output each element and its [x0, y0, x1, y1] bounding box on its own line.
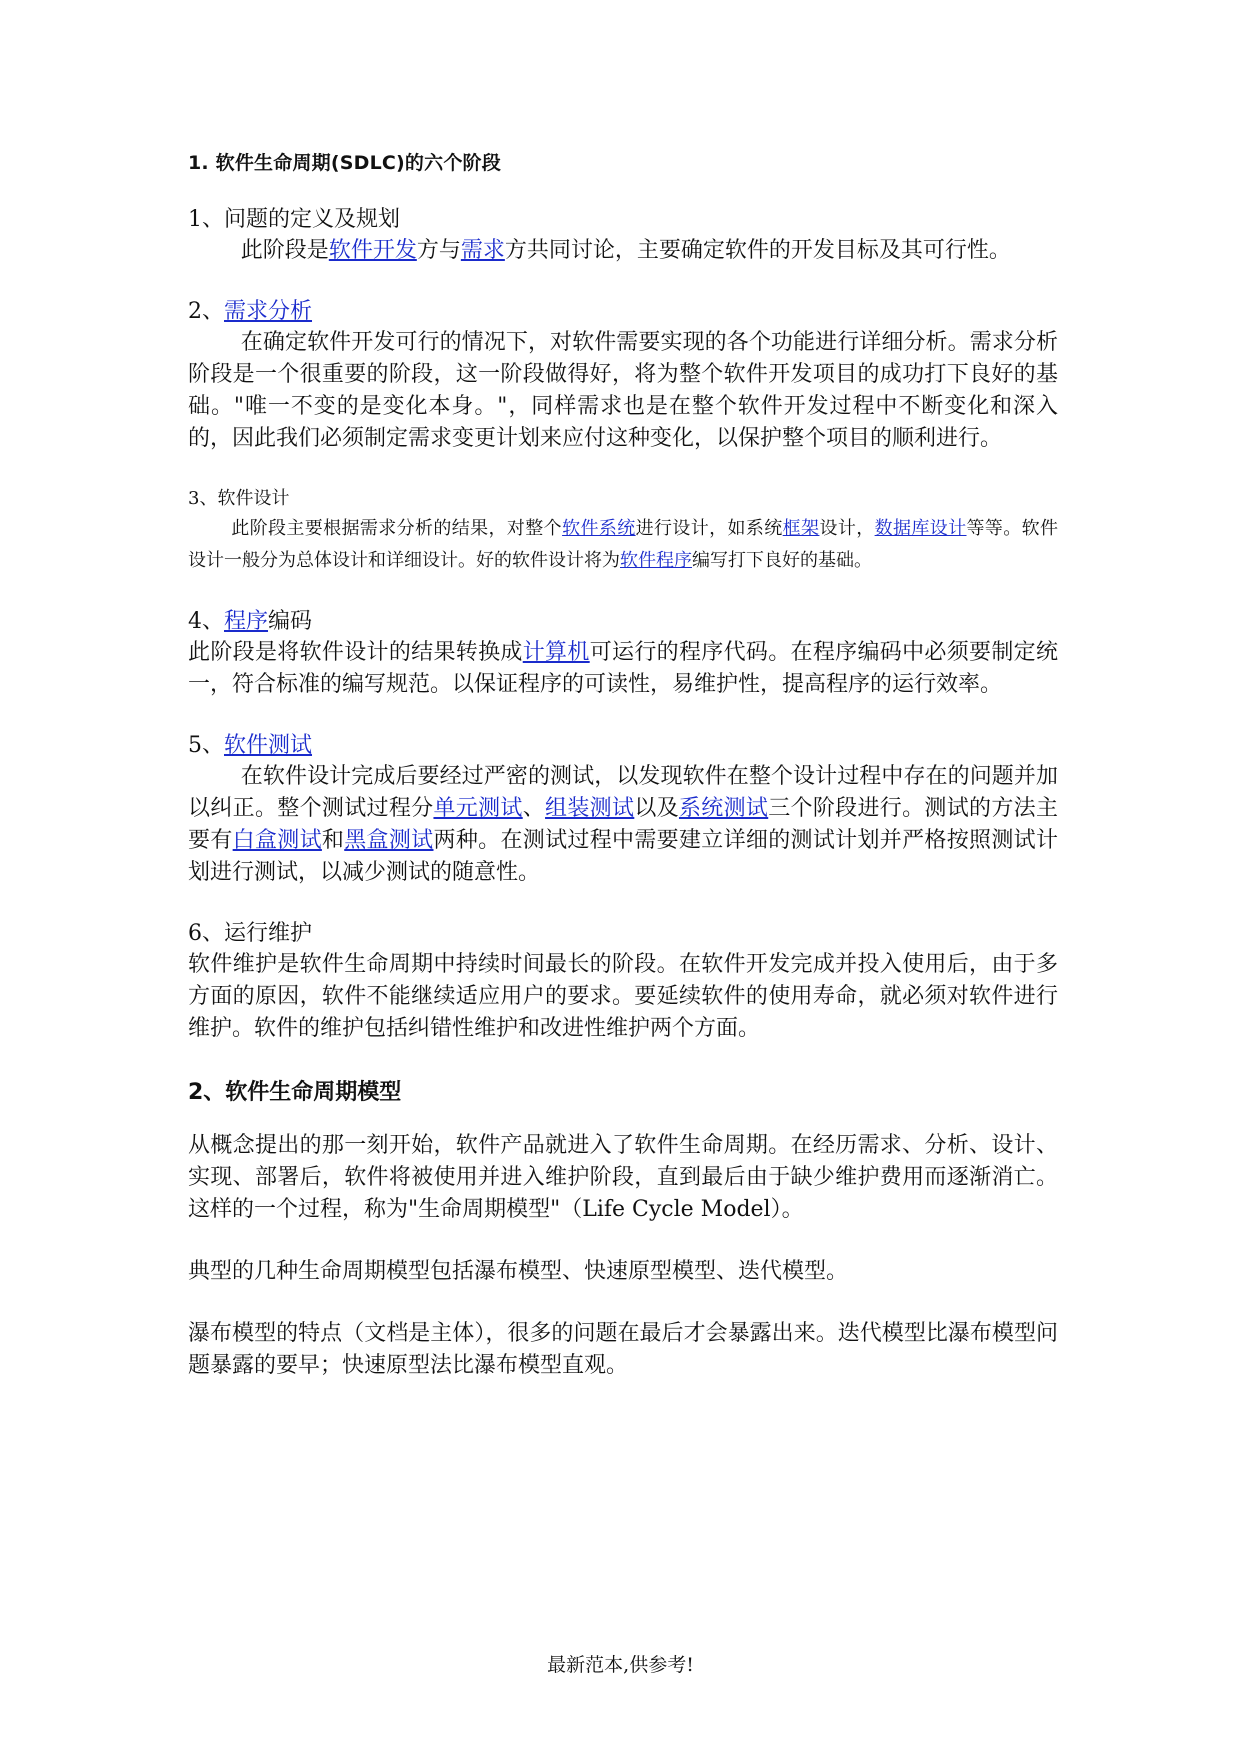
stage-body-link[interactable]: 黑盒测试: [344, 828, 434, 853]
stage-title: [188, 485, 1058, 513]
stage-body-link[interactable]: 软件程序: [620, 550, 692, 571]
heading-lifecycle-models: 2、软件生命周期模型: [188, 1080, 402, 1105]
stage-body-link[interactable]: 计算机: [522, 640, 590, 665]
stage-title-link[interactable]: 程序: [224, 609, 269, 634]
stage-body: [188, 327, 1058, 455]
stage-body: [188, 637, 1058, 701]
stage-title: [188, 919, 1058, 949]
stage-body: [188, 761, 1058, 889]
stage-section: [188, 919, 1058, 1045]
stage-title: [188, 731, 1058, 761]
stage-body-text: 以及: [634, 796, 679, 821]
stage-body-link[interactable]: 系统测试: [678, 796, 769, 821]
stage-body-text: 和: [321, 828, 345, 853]
stage-body-text: 三个阶段进行。测试的方法主要有: [188, 796, 1058, 853]
stage-body-text: 编写打下良好的基础。: [692, 550, 872, 571]
stage-body-text: 、: [522, 796, 546, 821]
stage-title-text: 1、问题的定义及规划: [188, 207, 400, 232]
stage-title-link[interactable]: 软件测试: [224, 733, 313, 758]
stage-title-text: 4、: [188, 609, 224, 634]
heading-sdlc-stages: 1. 软件生命周期(SDLC)的六个阶段: [188, 152, 501, 174]
stage-body-link[interactable]: 软件开发: [328, 238, 417, 263]
footer-note: 最新范本,供参考!: [547, 1654, 694, 1676]
stage-body: [188, 235, 1058, 267]
stage-section: [188, 205, 1058, 267]
stage-title-text: 6、运行维护: [188, 921, 312, 946]
stage-title: [188, 607, 1058, 637]
stage-body: [188, 949, 1058, 1045]
stage-title-text: 5、: [188, 733, 224, 758]
document-page: [188, 148, 1058, 1412]
stage-body: [188, 513, 1058, 577]
stage-body-text: 软件维护是软件生命周期中持续时间最长的阶段。在软件开发完成并投入使用后，由于多方面的原因，软件不能继续适应用户的要求。要延续软件的使用寿命，就必须对软件进行维护。软件的维护包括纠错性维护和改进性维护两个方面。: [188, 952, 1058, 1041]
stage-section: [188, 297, 1058, 455]
stage-body-link[interactable]: 组装测试: [545, 796, 635, 821]
model-paragraph: 典型的几种生命周期模型包括瀑布模型、快速原型模型、迭代模型。: [188, 1259, 849, 1284]
stage-body-link[interactable]: 数据库设计: [874, 518, 967, 539]
stage-title-text: 3、软件设计: [188, 488, 290, 509]
stage-body-text: 设计，: [819, 518, 875, 539]
stage-body-text: 此阶段主要根据需求分析的结果，对整个: [231, 518, 563, 539]
stage-body-text: 在确定软件开发可行的情况下，对软件需要实现的各个功能进行详细分析。需求分析阶段是一个很重要的阶段，这一阶段做得好，将为整个软件开发项目的成功打下良好的基础。"唯一不变的是变化本身。"，同样需求也是在整个软件开发过程中不断变化和深入的，因此我们必须制定需求变更计划来应付这种变化，以保护整个项目的顺利进行。: [188, 330, 1058, 451]
stage-body-text: 此阶段是将软件设计的结果转换成: [188, 640, 523, 665]
stage-body-text: 可运行的程序代码。在程序编码中必须要制定统一，符合标准的编写规范。以保证程序的可读性，易维护性，提高程序的运行效率。: [188, 640, 1058, 697]
lifecycle-model-paragraphs: [188, 1130, 1058, 1382]
stage-body-text: 进行设计，如系统: [635, 518, 783, 539]
stage-body-text: 此阶段是: [240, 238, 329, 263]
stage-body-link[interactable]: 单元测试: [433, 796, 523, 821]
stage-body-link[interactable]: 框架: [782, 518, 820, 539]
stage-title-link[interactable]: 需求分析: [224, 299, 313, 324]
stage-sections: [188, 205, 1058, 1045]
stage-title-text: 2、: [188, 299, 224, 324]
model-paragraph: 从概念提出的那一刻开始，软件产品就进入了软件生命周期。在经历需求、分析、设计、实现、部署后，软件将被使用并进入维护阶段，直到最后由于缺少维护费用而逐渐消亡。这样的一个过程，称为"生命周期模型"（Life Cycle Model）。: [188, 1133, 1058, 1222]
stage-body-text: 在软件设计完成后要经过严密的测试，以发现软件在整个设计过程中存在的问题并加以纠正。整个测试过程分: [188, 764, 1058, 821]
stage-section: [188, 731, 1058, 889]
stage-title: [188, 297, 1058, 327]
stage-body-link[interactable]: 需求: [460, 238, 505, 263]
stage-body-text: 等等。软件设计一般分为总体设计和详细设计。好的软件设计将为: [188, 518, 1059, 571]
stage-body-text: 方共同讨论，主要确定软件的开发目标及其可行性。: [504, 238, 1011, 263]
stage-body-link[interactable]: 白盒测试: [232, 828, 322, 853]
stage-body-text: 两种。在测试过程中需要建立详细的测试计划并严格按照测试计划进行测试，以减少测试的随意性。: [188, 828, 1058, 885]
stage-body-text: 方与: [416, 238, 461, 263]
stage-section: [188, 607, 1058, 701]
stage-title-text: 编码: [268, 609, 313, 634]
model-paragraph: 瀑布模型的特点（文档是主体），很多的问题在最后才会暴露出来。迭代模型比瀑布模型问题暴露的要早；快速原型法比瀑布模型直观。: [188, 1321, 1058, 1378]
stage-title: [188, 205, 1058, 235]
stage-body-link[interactable]: 软件系统: [562, 518, 636, 539]
stage-section: [188, 485, 1058, 577]
